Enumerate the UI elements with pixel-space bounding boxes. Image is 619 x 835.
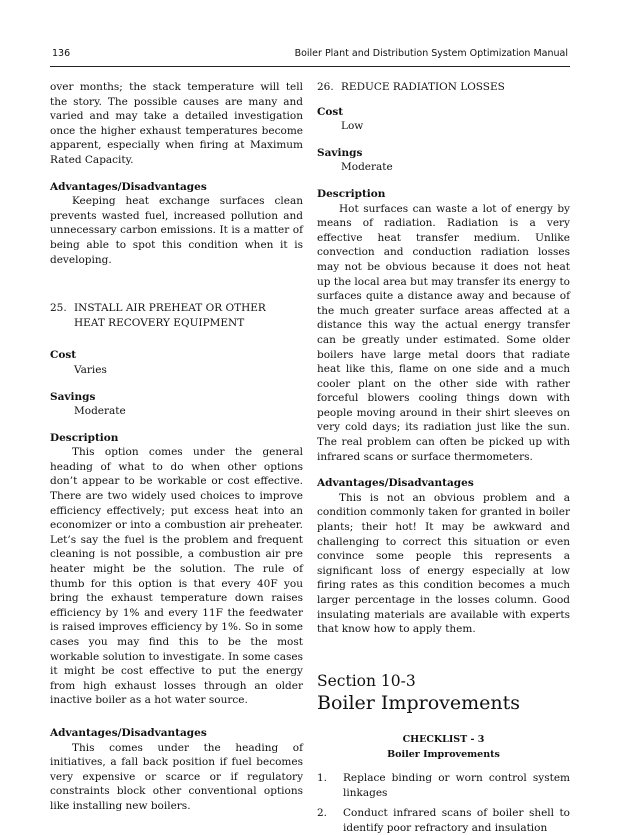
savings-value: Moderate	[74, 405, 126, 418]
item-title-line-1: INSTALL AIR PREHEAT OR OTHER	[74, 302, 266, 315]
description-text: Hot surfaces can waste a lot of energy by means of radiation. Radiation is a very effective heat transfer medium. Unlike convection and conduction radiation losses may not be obvious because it does not heat up the local area but may transfer its energy to surfaces quite a distance away and because of the much greater surface areas affected at a distance this way the actual energy transfer can be greatly under estimated. Some older boilers have large metal doors that radiate heat like this, flame on one side and a much cooler plant on the other side with rather forceful blowers cooling things down with people moving around in their shirt sleeves on very cold days; its radiation just like the sun. The real problem can often be picked up with infrared scans or surface thermometers.	[317, 202, 570, 463]
header-rule	[50, 66, 570, 67]
checklist-title: CHECKLIST - 3	[402, 733, 485, 745]
running-title: Boiler Plant and Distribution System Optimization Manual	[294, 48, 568, 59]
advantages-text: Keeping heat exchange surfaces clean prevents wasted fuel, increased pollution and unnecessary carbon emissions. It is a matter of being able to spot this condition when it is developing.	[50, 195, 303, 266]
advantages-heading-2: Advantages/Disadvantages	[50, 726, 207, 739]
item-number: 26.	[317, 81, 334, 93]
right-column	[317, 80, 570, 835]
advantages-text: This is not an obvious problem and a condition commonly taken for granted in boiler plants; their hot! It may be awkward and challenging to correct this situation or even convince some people this represents a significant loss of energy especially at low firing rates as this condition becomes a much larger percentage in the losses column. Good insulating materials are available with experts that know how to apply them.	[317, 491, 570, 636]
savings-label: Savings	[50, 390, 96, 403]
advantages-heading: Advantages/Disadvantages	[50, 180, 207, 193]
item-title: REDUCE RADIATION LOSSES	[341, 81, 505, 93]
item-26-heading	[317, 80, 570, 95]
savings-label: Savings	[317, 146, 363, 159]
checklist-item-text: Conduct infrared scans of boiler shell to identify poor refractory and insulation	[343, 807, 570, 834]
description-text: This option comes under the general heading of what to do when other options don’t appear to be workable or cost effective. There are two widely used choices to improve efficiency effectively; put excess heat into an economizer or into a combustion air preheater. Let’s say the fuel is the problem and frequent cleaning is not possible, a combustion air pre heater might be the solution. The rule of thumb for this option is that every 40F you bring the exhaust temperature down raises efficiency by 1% and every 11F the feedwater is raised improves efficiency by 1%. So in some cases you may find this to be the most workable solution to investigate. In some cases it might be cost effective to put the energy from high exhaust losses through an older inactive boiler as a hot water source.	[50, 446, 303, 707]
checklist-item	[317, 771, 570, 800]
checklist	[317, 771, 570, 835]
advantages-text-2: This comes under the heading of initiatives, a fall back position if fuel becomes very expensive or scarce or if regulatory constraints block other conventional options like installing new boilers.	[50, 741, 303, 812]
left-column	[50, 80, 303, 814]
description-heading: Description	[50, 431, 119, 444]
item-title-line-2: HEAT RECOVERY EQUIPMENT	[74, 316, 245, 329]
section-title: Boiler Improvements	[317, 691, 520, 714]
cost-label: Cost	[317, 105, 344, 118]
checklist-subtitle: Boiler Improvements	[387, 749, 500, 761]
cost-label: Cost	[50, 349, 77, 362]
checklist-item	[317, 806, 570, 835]
item-number: 25.	[50, 302, 67, 315]
checklist-item-number: 2.	[317, 807, 328, 820]
checklist-item-number: 1.	[317, 771, 328, 784]
cost-value: Varies	[74, 363, 107, 376]
description-heading: Description	[317, 187, 386, 200]
savings-value: Moderate	[341, 161, 393, 174]
item-25-heading	[50, 301, 303, 330]
checklist-item-text: Replace binding or worn control system linkages	[343, 771, 570, 799]
cost-value: Low	[341, 120, 364, 133]
page-number: 136	[52, 48, 71, 59]
section-number: Section 10-3	[317, 671, 416, 690]
intro-paragraph: over months; the stack temperature will tell the story. The possible causes are many and varied and may take a detailed investigation once the higher exhaust temperatures become apparent, especially when firing at Maximum Rated Capacity.	[50, 81, 303, 166]
page-header	[50, 44, 570, 64]
advantages-heading: Advantages/Disadvantages	[317, 477, 474, 490]
